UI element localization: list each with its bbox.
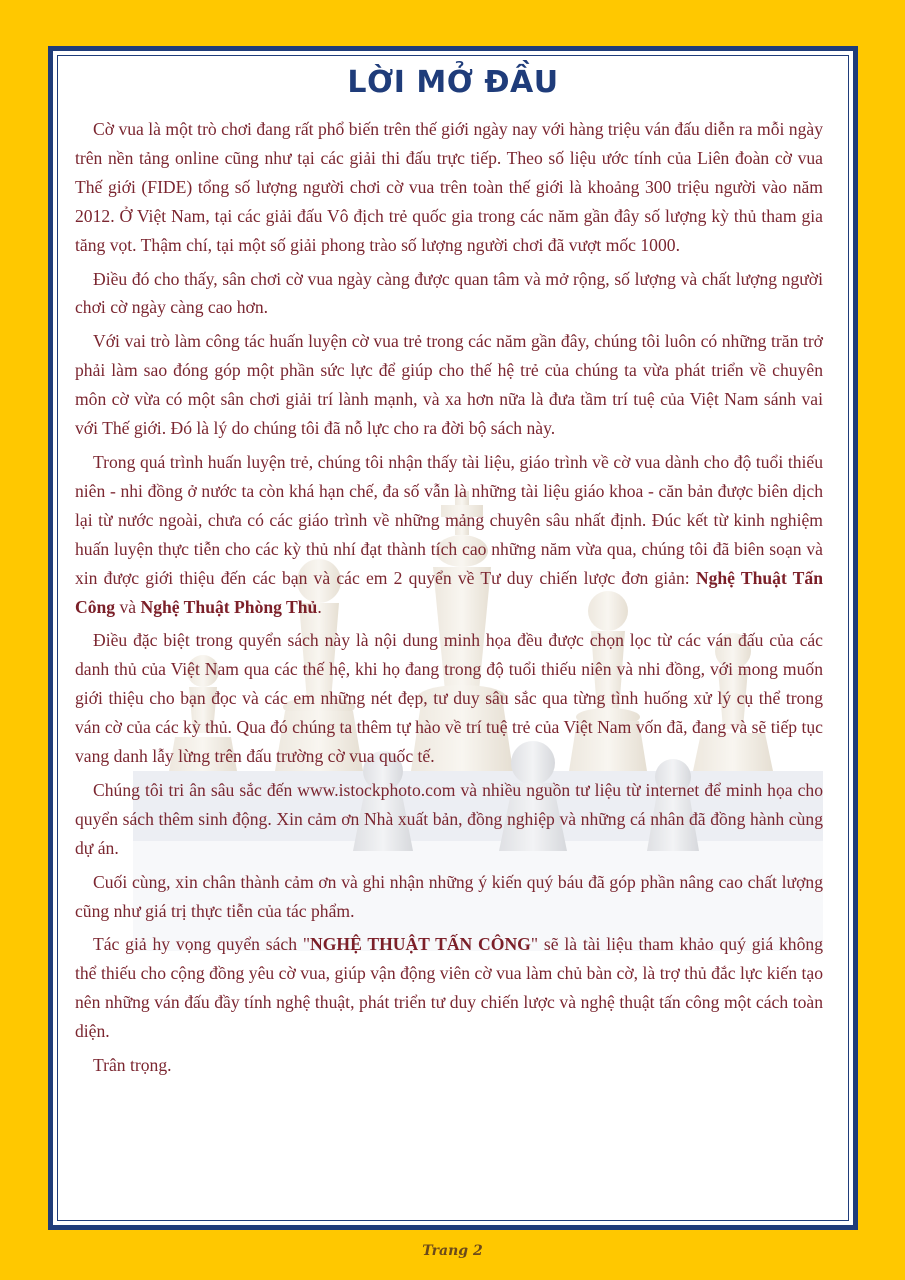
- paragraph-text: Trong quá trình huấn luyện trẻ, chúng tôi nhận thấy tài liệu, giáo trình về cờ vua dành cho độ tuổi thiếu niên - nhi đồng ở nước ta còn khá hạn chế, đa số vẫn là những tài liệu giáo khoa - căn bản được biên dịch lại từ nước ngoài, chưa có các giáo trình về những mảng chuyên sâu nhất định. Đúc kết từ kinh nghiệm huấn luyện thực tiễn cho các kỳ thủ nhí đạt thành tích cao những năm vừa qua, chúng tôi đã biên soạn và xin được giới thiệu đến các bạn và các em 2 quyển về Tư duy chiến lược đơn giản:: [75, 451, 823, 588]
- paragraph-text: Điều đặc biệt trong quyển sách này là nội dung minh họa đều được chọn lọc từ các ván đấu của các danh thủ của Việt Nam qua các thế hệ, khi họ đang trong độ tuổi thiếu niên và nhi đồng, với mong muốn giới thiệu cho bạn đọc và các em những nét đẹp, tư duy sâu sắc qua từng tình huống xử lý cụ thể trong ván cờ của các kỳ thủ. Qua đó chúng ta thêm tự hào về trí tuệ trẻ của Việt Nam vốn đã, đang và sẽ tiếp tục vang danh lẫy lừng trên đấu trường cờ vua quốc tế.: [75, 630, 823, 767]
- page-title: LỜI MỞ ĐẦU: [347, 65, 559, 100]
- paragraph-3: [75, 327, 823, 443]
- paragraph-4: [75, 448, 823, 621]
- paragraph-7: [75, 868, 823, 926]
- page-frame: [48, 46, 858, 1230]
- paragraph-9-closing: [75, 1051, 823, 1080]
- page-number: Trang 2: [422, 1243, 483, 1259]
- paragraph-text: Chúng tôi tri ân sâu sắc đến www.istockphoto.com và nhiều nguồn tư liệu từ internet để minh họa cho quyển sách thêm sinh động. Xin cảm ơn Nhà xuất bản, đồng nghiệp và những cá nhân đã đồng hành cùng dự án.: [75, 779, 823, 858]
- preface-text: [75, 115, 823, 1085]
- paragraph-text: Cuối cùng, xin chân thành cảm ơn và ghi nhận những ý kiến quý báu đã góp phần nâng cao chất lượng cũng như giá trị thực tiễn của tác phẩm.: [75, 871, 823, 921]
- book-title-attack: Nghệ Thuật Tấn Công: [75, 567, 823, 617]
- paragraph-2: [75, 265, 823, 323]
- paragraph-8: [75, 930, 823, 1046]
- paragraph-text: Điều đó cho thấy, sân chơi cờ vua ngày càng được quan tâm và mở rộng, số lượng và chất lượng người chơi cờ ngày càng cao hơn.: [75, 268, 823, 318]
- paragraph-1: [75, 115, 823, 260]
- paragraph-6: [75, 776, 823, 863]
- book-title-defense: Nghệ Thuật Phòng Thủ: [140, 596, 318, 617]
- paragraph-text: Tác giả hy vọng quyển sách ": [93, 934, 311, 955]
- paragraph-text: .: [317, 596, 322, 617]
- paragraph-text: Trân trọng.: [93, 1055, 172, 1076]
- paragraph-text: Với vai trò làm công tác huấn luyện cờ vua trẻ trong các năm gần đây, chúng tôi luôn có những trăn trở phải làm sao đóng góp một phần sức lực để giúp cho thế hệ trẻ của chúng ta vừa phát triển về chuyên môn cờ vừa có một sân chơi giải trí lành mạnh, và xa hơn nữa là đưa tầm trí tuệ của Việt Nam sánh vai với Thế giới. Đó là lý do chúng tôi đã nỗ lực cho ra đời bộ sách này.: [75, 331, 823, 439]
- paragraph-text: Cờ vua là một trò chơi đang rất phổ biến trên thế giới ngày nay với hàng triệu ván đấu diễn ra mỗi ngày trên nền tảng online cũng như tại các giải thi đấu trực tiếp. Theo số liệu ước tính của Liên đoàn cờ vua Thế giới (FIDE) tổng số lượng người chơi cờ vua trên toàn thế giới là khoảng 300 triệu người vào năm 2012. Ở Việt Nam, tại các giải đấu Vô địch trẻ quốc gia trong các năm gần đây số lượng kỳ thủ tham gia tăng vọt. Thậm chí, tại một số giải phong trào số lượng người chơi đã vượt mốc 1000.: [75, 119, 823, 255]
- book-title-attack-caps: NGHỆ THUẬT TẤN CÔNG: [310, 934, 531, 955]
- paragraph-text: " sẽ là tài liệu tham khảo quý giá không thể thiếu cho cộng đồng yêu cờ vua, giúp vận động viên cờ vua làm chủ bàn cờ, là trợ thủ đắc lực kiến tạo nên những ván đấu đầy tính nghệ thuật, phát triển tư duy chiến lược và nghệ thuật tấn công một cách toàn diện.: [75, 934, 823, 1042]
- paragraph-5: [75, 626, 823, 771]
- paragraph-text: và: [115, 596, 141, 617]
